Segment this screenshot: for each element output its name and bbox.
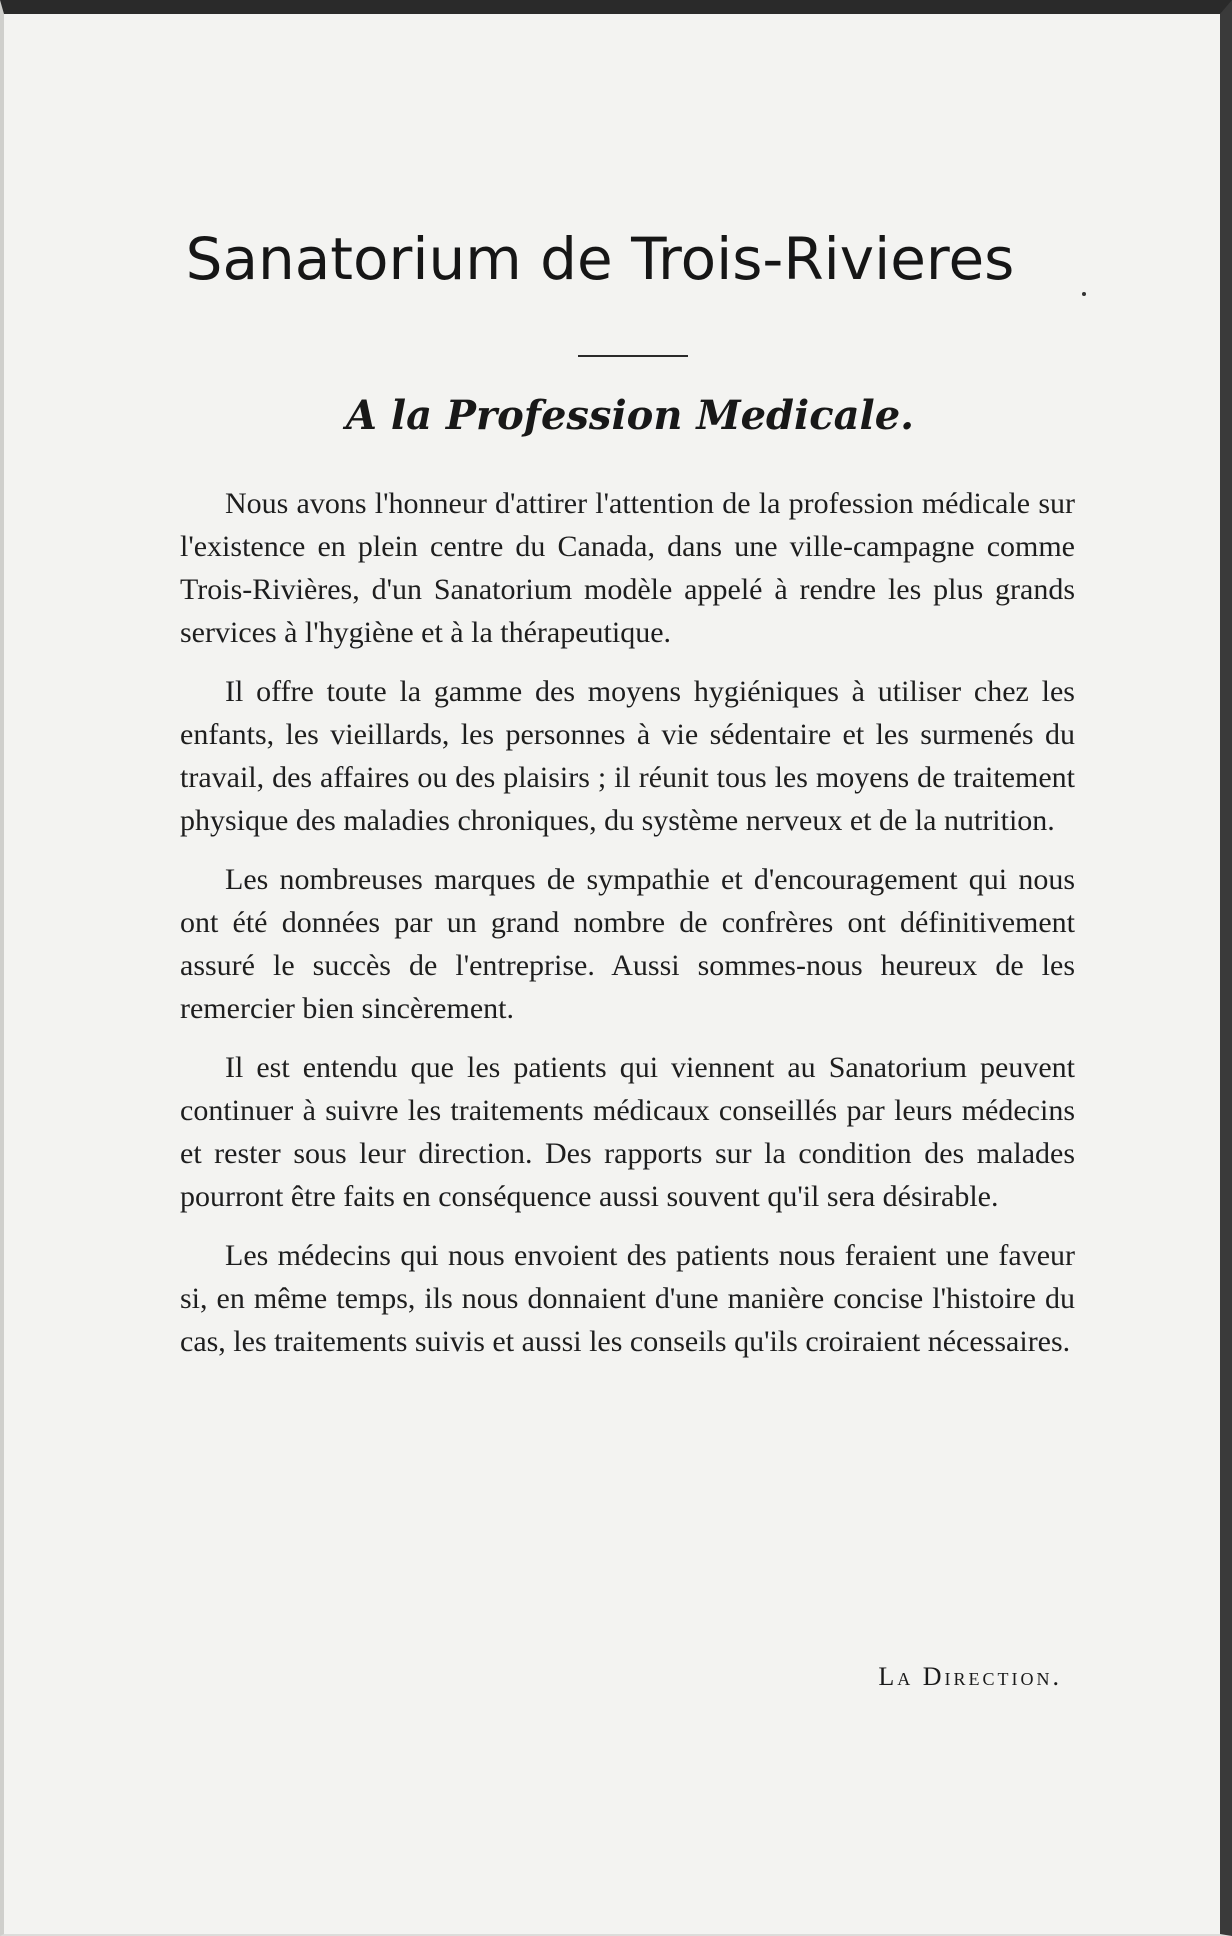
paragraph: Il offre toute la gamme des moyens hygiéniques à utiliser chez les enfants, les vieillards, les personnes à vie sédentaire et les surmenés du travail, des affaires ou des plaisirs ; il réunit tous les moyens de traitement physique des maladies chroniques, du système nerveux et de la nutrition. <box>180 675 1075 837</box>
document-subtitle: A la Profession Medicale. <box>345 392 915 439</box>
paragraph: Les nombreuses marques de sympathie et d'encouragement qui nous ont été données par un grand nombre de confrères ont définitivement assuré le succès de l'entreprise. Aussi sommes-nous heureux de les remercier bien sincèrement. <box>180 863 1075 1025</box>
signature: La Direction. <box>878 1662 1062 1691</box>
title-divider <box>578 355 688 357</box>
print-speck <box>1082 292 1086 296</box>
paragraph: Les médecins qui nous envoient des patients nous feraient une faveur si, en même temps, ils nous donnaient d'une manière concise l'histoire du cas, les traitements suivis et aussi les conseils qu'ils croiraient nécessaires. <box>180 1239 1075 1358</box>
document-title: Sanatorium de Trois-Rivieres <box>185 225 1015 293</box>
paragraph: Nous avons l'honneur d'attirer l'attention de la profession médicale sur l'existence en plein centre du Canada, dans une ville-campagne comme Trois-Rivières, d'un Sanatorium modèle appelé à rendre les plus grands services à l'hygiène et à la thérapeutique. <box>180 487 1075 649</box>
body-text <box>180 482 1075 1379</box>
paragraph: Il est entendu que les patients qui viennent au Sanatorium peuvent continuer à suivre les traitements médicaux conseillés par leurs médecins et rester sous leur direction. Des rapports sur la condition des malades pourront être faits en conséquence aussi souvent qu'il sera désirable. <box>180 1051 1075 1213</box>
